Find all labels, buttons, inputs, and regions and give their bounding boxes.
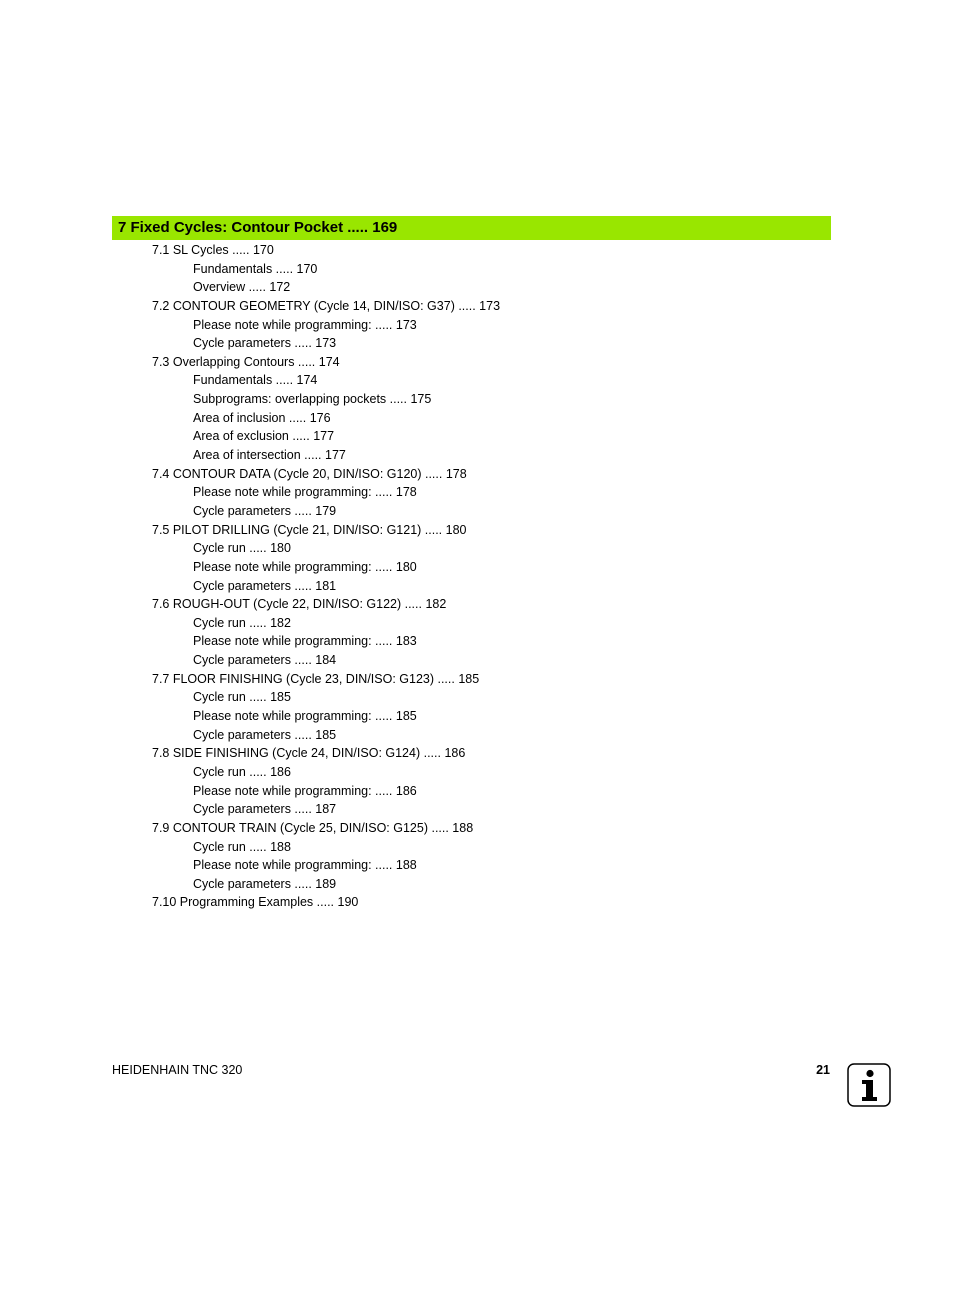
toc-section[interactable]: 7.1 SL Cycles ..... 170 (152, 243, 274, 257)
toc-subsection[interactable]: Cycle run ..... 186 (193, 764, 291, 779)
toc-section[interactable]: 7.6 ROUGH-OUT (Cycle 22, DIN/ISO: G122) ..... 182 (152, 597, 447, 612)
toc-subsection[interactable]: Fundamentals ..... 170 (193, 261, 318, 276)
toc-subsection[interactable]: Please note while programming: ..... 183 (193, 634, 417, 649)
toc-subsection[interactable]: Please note while programming: ..... 178 (193, 485, 417, 500)
toc-section[interactable]: 7.3 Overlapping Contours ..... 174 (152, 354, 340, 369)
toc-subsection[interactable]: Cycle parameters ..... 179 (193, 503, 337, 518)
toc-subsection[interactable]: Area of inclusion ..... 176 (193, 410, 331, 425)
toc-section[interactable]: 7.5 PILOT DRILLING (Cycle 21, DIN/ISO: G121) ..... 180 (152, 522, 467, 537)
toc-subsection[interactable]: Overview ..... 172 (193, 280, 291, 295)
info-icon (847, 1063, 891, 1107)
toc-subsection[interactable]: Cycle parameters ..... 173 (193, 336, 337, 351)
toc-subsection[interactable]: Please note while programming: ..... 186 (193, 783, 417, 798)
toc-section[interactable]: 7.9 CONTOUR TRAIN (Cycle 25, DIN/ISO: G125) ..... 188 (152, 820, 474, 835)
toc-subsection[interactable]: Cycle parameters ..... 189 (193, 876, 337, 891)
page-number: 21 (816, 1063, 830, 1077)
toc-section[interactable]: 7.4 CONTOUR DATA (Cycle 20, DIN/ISO: G120) ..... 178 (152, 466, 467, 481)
table-of-contents (0, 241, 954, 912)
toc-subsection[interactable]: Subprograms: overlapping pockets ..... 175 (193, 392, 432, 407)
toc-subsection[interactable]: Cycle parameters ..... 187 (193, 802, 337, 817)
toc-subsection[interactable]: Please note while programming: ..... 185 (193, 709, 417, 724)
toc-subsection[interactable]: Please note while programming: ..... 188 (193, 858, 417, 873)
toc-section[interactable]: 7.2 CONTOUR GEOMETRY (Cycle 14, DIN/ISO: G37) ..... 173 (152, 298, 501, 313)
toc-subsection[interactable]: Cycle parameters ..... 185 (193, 727, 337, 742)
toc-subsection[interactable]: Please note while programming: ..... 180 (193, 559, 417, 574)
toc-subsection[interactable]: Cycle parameters ..... 184 (193, 653, 337, 668)
toc-section[interactable]: 7.7 FLOOR FINISHING (Cycle 23, DIN/ISO: G123) ..... 185 (152, 671, 480, 686)
toc-subsection[interactable]: Cycle parameters ..... 181 (193, 578, 337, 593)
toc-subsection[interactable]: Please note while programming: ..... 173 (193, 317, 417, 332)
toc-subsection[interactable]: Cycle run ..... 180 (193, 541, 291, 556)
chapter-heading-bar (112, 216, 831, 240)
toc-subsection[interactable]: Area of intersection ..... 177 (193, 448, 346, 463)
toc-subsection[interactable]: Cycle run ..... 182 (193, 615, 291, 630)
chapter-title[interactable]: 7 Fixed Cycles: Contour Pocket ..... 169 (118, 219, 398, 236)
toc-subsection[interactable]: Area of exclusion ..... 177 (193, 429, 335, 444)
toc-subsection[interactable]: Cycle run ..... 188 (193, 839, 291, 854)
toc-subsection[interactable]: Cycle run ..... 185 (193, 690, 291, 705)
toc-subsection[interactable]: Fundamentals ..... 174 (193, 373, 318, 388)
toc-section[interactable]: 7.8 SIDE FINISHING (Cycle 24, DIN/ISO: G124) ..... 186 (152, 746, 466, 761)
toc-section[interactable]: 7.10 Programming Examples ..... 190 (152, 895, 359, 910)
footer-product-name: HEIDENHAIN TNC 320 (112, 1063, 243, 1077)
